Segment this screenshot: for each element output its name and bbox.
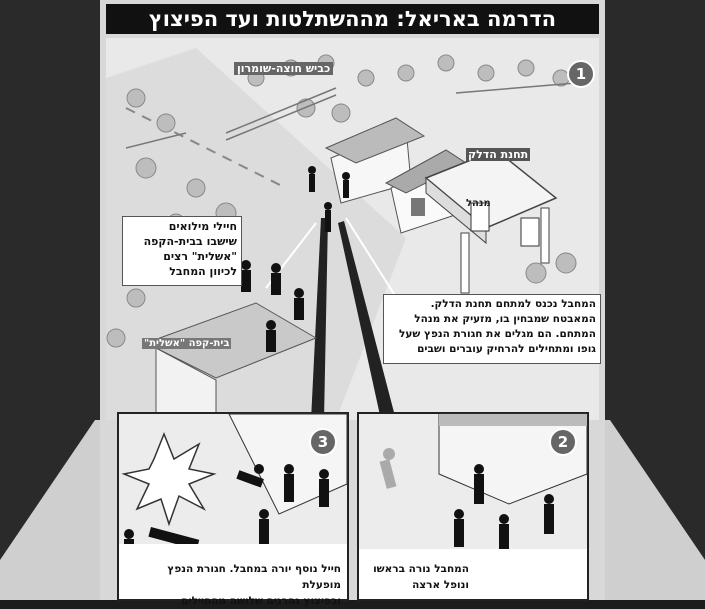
scene-1-number-badge: 1 [567, 60, 595, 88]
terrorist-caption-line: המחבל נכנס למתחם תחנת הדלק. [430, 298, 596, 310]
soldiers-caption-line: שישבו בבית-הקפה [143, 235, 237, 248]
infographic-title: הדרמה באריאל: מההשתלטות ועד הפיצוץ [148, 7, 557, 31]
scene-2-caption-line: ונופל ארצה [412, 579, 469, 591]
soldiers-caption-line: חיילי מילואים [168, 220, 237, 233]
cafe-label: בית-קפה "אשלית" [144, 338, 230, 349]
soldiers-caption [122, 216, 242, 286]
scene-3-caption-line: חייל נוסף יורה במחבל. חגורת הנפץ מופעלת [167, 563, 341, 591]
scene-2-caption [365, 560, 473, 596]
soldiers-caption-line: לכיוון המחבל [169, 265, 237, 278]
road-label: כביש חוצה-שומרון [234, 62, 333, 75]
scene-3-panel [117, 412, 349, 607]
store-sign: מנהל [466, 198, 491, 209]
scene-2-panel [357, 412, 589, 601]
terrorist-caption [383, 294, 601, 364]
scene-3-caption [125, 560, 345, 607]
gas-station-label: תחנת הדלק [468, 148, 529, 161]
scene-2-caption-line: המחבל נורה בראשו [373, 563, 469, 575]
title-bar [106, 4, 599, 34]
terrorist-caption-line: המתחם. הם מגלים את חגורת הנפץ שעל [399, 328, 596, 340]
soldiers-caption-line: "אשלית" רצים [163, 250, 237, 263]
scene-3-caption-line: ובפיצוץ נהרגים שלושה מהחיילים [181, 595, 341, 607]
scene-3-number-badge: 3 [309, 428, 337, 456]
terrorist-caption-line: גופו ומתחילים להרחיק עוברים ושבים [417, 343, 596, 355]
scene-1-illustration [106, 38, 599, 420]
scene-2-number-badge: 2 [549, 428, 577, 456]
terrorist-caption-line: המאבטח שמבחין בו, מזעיק את מנהל [414, 313, 596, 325]
